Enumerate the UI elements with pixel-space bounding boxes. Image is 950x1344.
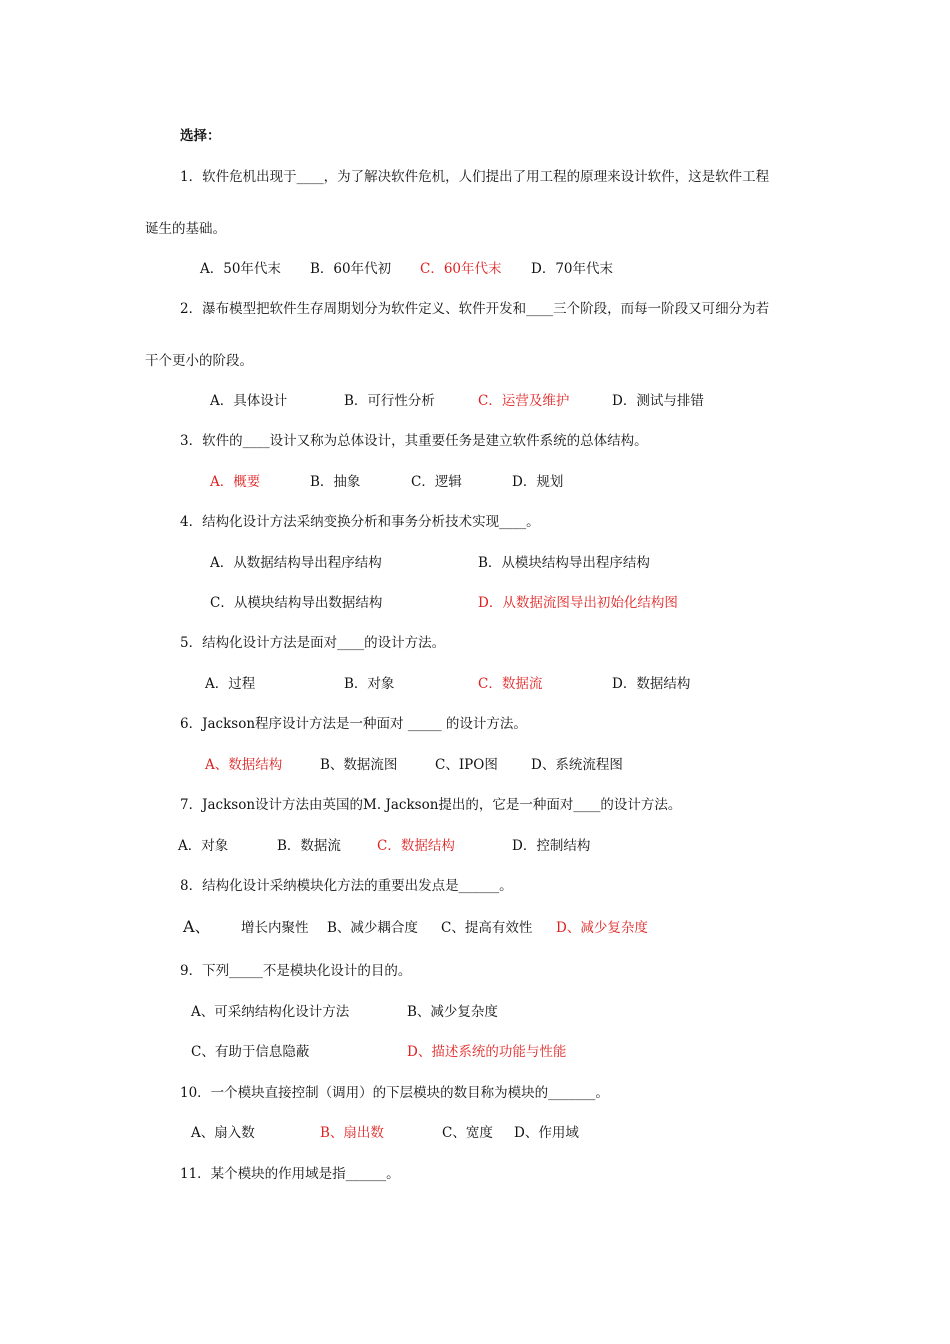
question-7-option-b: B．数据流: [277, 838, 341, 854]
question-7-option-a: A．对象: [178, 838, 229, 854]
question-11-stem: 11．某个模块的作用域是指______。: [180, 1166, 400, 1182]
question-2-option-d: D．测试与排错: [612, 393, 704, 409]
question-1-stem-cont: 诞生的基础。: [145, 221, 226, 237]
question-9-option-d-answer: D、描述系统的功能与性能: [407, 1044, 567, 1060]
question-1-stem: 1．软件危机出现于____，为了解决软件危机，人们提出了用工程的原理来设计软件，这是软件工程: [180, 169, 770, 185]
question-10-option-c: C、宽度: [442, 1125, 493, 1141]
question-9-option-a: A、可采纳结构化设计方法: [191, 1004, 350, 1020]
question-4-stem: 4．结构化设计方法采纳变换分析和事务分析技术实现____。: [180, 514, 540, 530]
question-4-option-a: A．从数据结构导出程序结构: [210, 555, 382, 571]
question-8-option-a-marker: A、: [183, 917, 211, 936]
question-8-option-b: B、减少耦合度: [327, 920, 418, 936]
question-10-stem: 10．一个模块直接控制（调用）的下层模块的数目称为模块的_______。: [180, 1085, 609, 1101]
question-7-option-c-answer: C．数据结构: [377, 838, 455, 854]
question-8-option-d-answer: D、减少复杂度: [556, 920, 648, 936]
question-1-option-c-answer: C．60年代末: [420, 261, 502, 277]
question-6-option-c: C、IPO图: [435, 757, 498, 773]
question-4-option-d-answer: D．从数据流图导出初始化结构图: [478, 595, 678, 611]
question-10-option-d: D、作用域: [514, 1125, 579, 1141]
question-6-option-b: B、数据流图: [320, 757, 398, 773]
question-2-stem-cont: 干个更小的阶段。: [145, 353, 253, 369]
question-10-option-a: A、扇入数: [191, 1125, 255, 1141]
question-10-option-b-answer: B、扇出数: [320, 1125, 384, 1141]
question-8-option-c: C、提高有效性: [441, 920, 533, 936]
question-5-option-b: B．对象: [344, 676, 395, 692]
question-6-option-a-answer: A、数据结构: [205, 757, 283, 773]
question-5-stem: 5．结构化设计方法是面对____的设计方法。: [180, 635, 446, 651]
question-8-option-a: 增长内聚性: [241, 920, 309, 936]
question-2-stem: 2．瀑布模型把软件生存周期划分为软件定义、软件开发和____三个阶段，而每一阶段又可细分为若: [180, 301, 770, 317]
question-1-option-a: A．50年代末: [200, 261, 281, 277]
question-2-option-c-answer: C．运营及维护: [478, 393, 570, 409]
question-7-option-d: D．控制结构: [512, 838, 591, 854]
question-1-option-b: B．60年代初: [310, 261, 392, 277]
question-3-option-b: B．抽象: [310, 474, 361, 490]
question-2-option-a: A．具体设计: [210, 393, 288, 409]
question-1-option-d: D．70年代末: [531, 261, 614, 277]
question-3-option-c: C．逻辑: [411, 474, 462, 490]
question-3-stem: 3．软件的____设计又称为总体设计，其重要任务是建立软件系统的总体结构。: [180, 433, 648, 449]
question-4-option-c: C．从模块结构导出数据结构: [210, 595, 383, 611]
question-7-stem: 7．Jackson设计方法由英国的M. Jackson提出的，它是一种面对____的设计方法。: [180, 797, 682, 813]
question-3-option-d: D．规划: [512, 474, 564, 490]
question-4-option-b: B．从模块结构导出程序结构: [478, 555, 650, 571]
question-2-option-b: B．可行性分析: [344, 393, 435, 409]
question-6-option-d: D、系统流程图: [531, 757, 623, 773]
question-5-option-c-answer: C．数据流: [478, 676, 543, 692]
question-9-option-b: B、减少复杂度: [407, 1004, 498, 1020]
question-5-option-a: A．过程: [205, 676, 256, 692]
question-6-stem: 6．Jackson程序设计方法是一种面对 _____ 的设计方法。: [180, 716, 527, 732]
section-heading: 选择：: [180, 128, 221, 144]
question-9-stem: 9．下列_____不是模块化设计的目的。: [180, 963, 412, 979]
question-5-option-d: D．数据结构: [612, 676, 691, 692]
question-9-option-c: C、有助于信息隐蔽: [191, 1044, 310, 1060]
question-3-option-a-answer: A．概要: [210, 474, 261, 490]
question-8-stem: 8．结构化设计采纳模块化方法的重要出发点是______。: [180, 878, 513, 894]
